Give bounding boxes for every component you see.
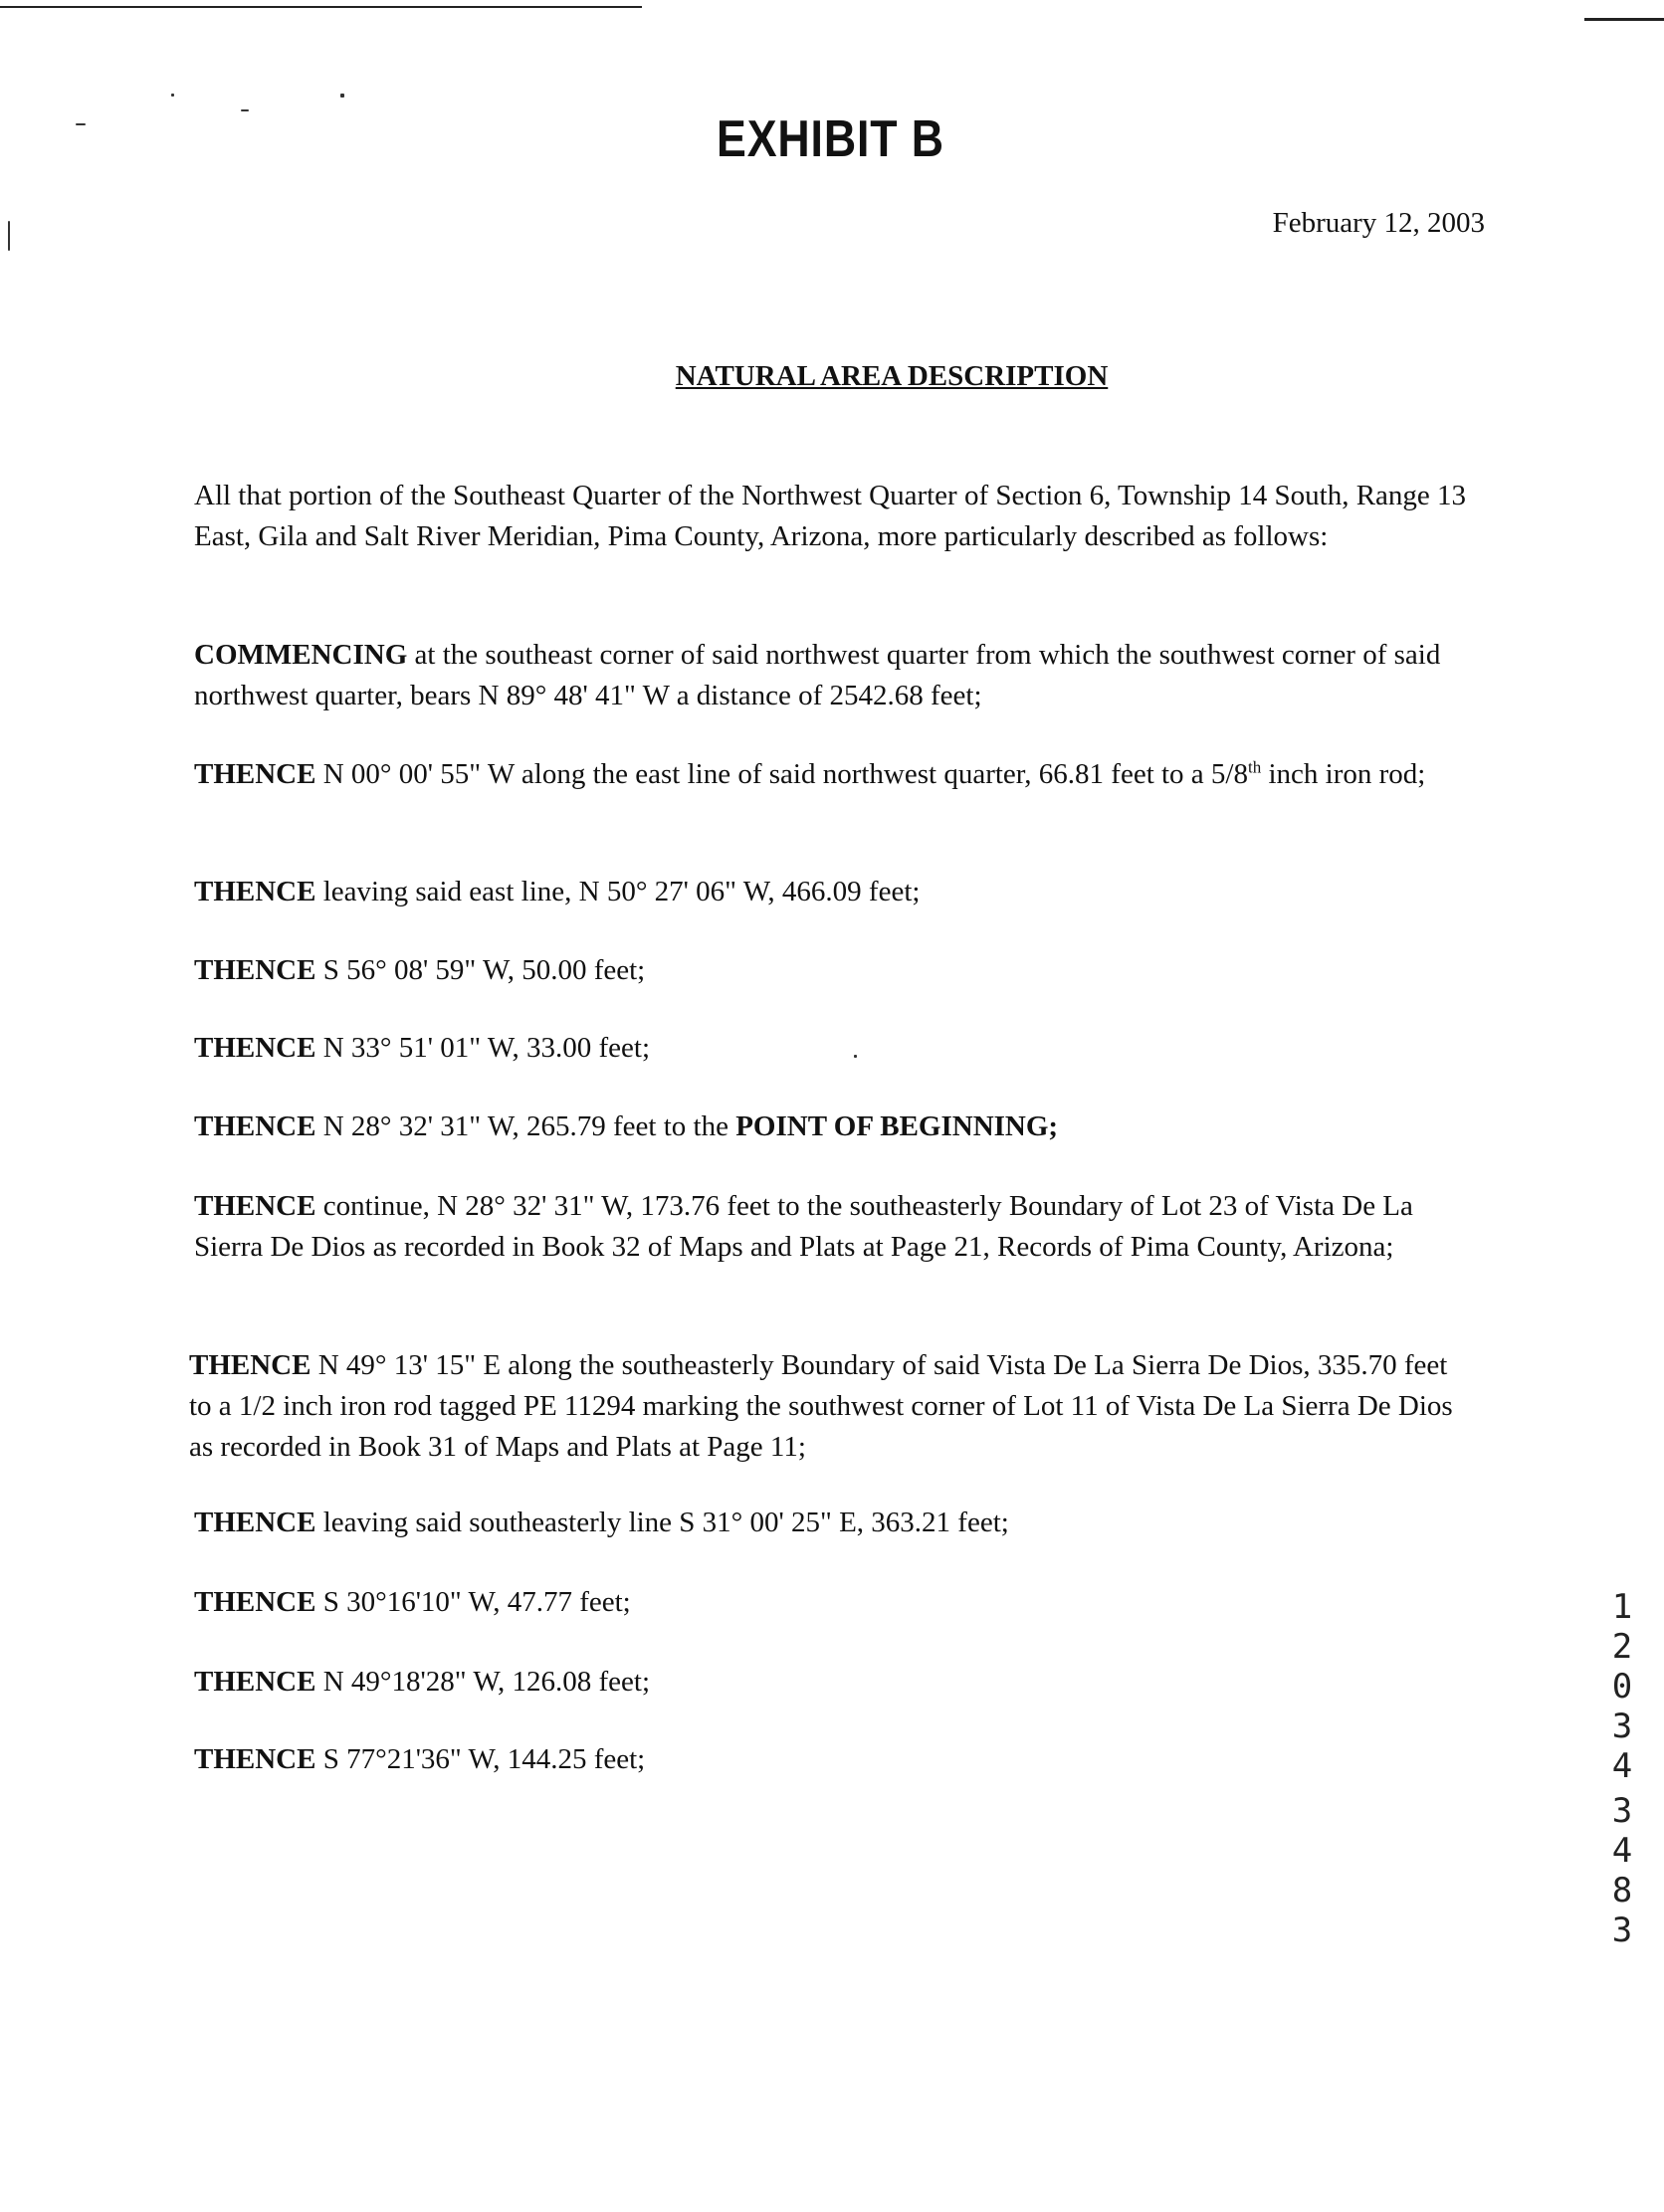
course-text: N 33° 51' 01" W, 33.00 feet; [315,1032,651,1064]
course-keyword: THENCE [194,1586,316,1618]
course-text: at the southeast corner of said northwest quarter from which the southwest corner of said northwest quarter, bears N 89° 48' 41" W a distance of 2542.68 feet; [194,639,1441,711]
course-paragraph [194,1662,1478,1703]
course-superscript: th [1247,757,1262,777]
stamp-digit: 8 [1611,1871,1633,1910]
course-text: leaving said east line, N 50° 27' 06" W, 466.09 feet; [315,876,921,907]
course-text: N 28° 32' 31" W, 265.79 feet to the [315,1110,736,1142]
scan-speck [76,123,86,125]
course-keyword: THENCE [194,1110,316,1142]
course-paragraph [194,754,1478,795]
course-keyword: THENCE [194,1666,316,1698]
course-paragraph [194,1503,1478,1543]
point-of-beginning: POINT OF BEGINNING; [735,1110,1059,1142]
stamp-digit: 2 [1611,1627,1633,1667]
scan-line-top-right [1584,18,1664,21]
course-text: S 56° 08' 59" W, 50.00 feet; [315,954,646,986]
course-text: S 30°16'10" W, 47.77 feet; [315,1586,631,1618]
course-keyword: COMMENCING [194,639,408,671]
course-keyword: THENCE [194,1032,316,1064]
course-paragraph [194,950,1478,991]
course-text: S 77°21'36" W, 144.25 feet; [315,1743,646,1775]
page-title: NATURAL AREA DESCRIPTION [675,360,1109,392]
course-keyword: THENCE [194,954,316,986]
stamp-digit: 3 [1611,1707,1633,1746]
course-keyword: THENCE [194,1743,316,1775]
intro-paragraph: All that portion of the Southeast Quarter of the Northwest Quarter of Section 6, Township 14 South, Range 13 East, Gila and Salt River Meridian, Pima County, Arizona, more particularly described as follows: [194,480,1467,552]
course-keyword: THENCE [189,1349,312,1381]
course-text: N 49°18'28" W, 126.08 feet; [315,1666,651,1698]
stamp-digit: 1 [1611,1587,1633,1627]
course-text-tail: inch iron rod; [1261,758,1426,790]
course-keyword: THENCE [194,1507,316,1538]
exhibit-label: EXHIBIT B [717,110,944,168]
course-keyword: THENCE [194,876,316,907]
course-paragraph [194,1739,1478,1780]
scan-line-top [0,6,642,8]
stamp-digit: 4 [1611,1831,1633,1871]
margin-stamp-group-1 [1602,1587,1642,1786]
margin-stamp-group-2 [1602,1791,1642,1950]
course-keyword: THENCE [194,1190,316,1222]
scan-speck [171,94,174,97]
course-paragraph [189,1345,1473,1468]
stamp-digit: 0 [1611,1667,1633,1707]
scan-speck [241,109,249,111]
stamp-digit: 3 [1611,1910,1633,1950]
course-text: N 49° 13' 15" E along the southeasterly Boundary of said Vista De La Sierra De Dios, 335.70 feet to a 1/2 inch iron rod tagged PE 11294 marking the southwest corner of Lot 11 of Vista De La Sierra De Dios as recorded in Book 31 of Maps and Plats at Page 11; [189,1349,1453,1463]
course-paragraph [194,1106,1478,1147]
course-text: N 00° 00' 55" W along the east line of said northwest quarter, 66.81 feet to a 5/8 [315,758,1248,790]
document-date: February 12, 2003 [1272,207,1485,239]
course-text: continue, N 28° 32' 31" W, 173.76 feet to the southeasterly Boundary of Lot 23 of Vista De La Sierra De Dios as recorded in Book 32 of Maps and Plats at Page 21, Records of Pima County, Arizona; [194,1190,1413,1263]
course-paragraph [194,1028,1478,1069]
course-paragraph [194,635,1478,716]
stamp-digit: 4 [1611,1746,1633,1786]
stamp-digit: 3 [1611,1791,1633,1831]
course-text: leaving said southeasterly line S 31° 00' 25" E, 363.21 feet; [315,1507,1009,1538]
scan-speck [8,221,10,251]
course-paragraph [194,872,1478,912]
course-paragraph [194,1186,1478,1268]
course-keyword: THENCE [194,758,316,790]
course-paragraph [194,1582,1478,1623]
scan-speck [340,94,344,98]
